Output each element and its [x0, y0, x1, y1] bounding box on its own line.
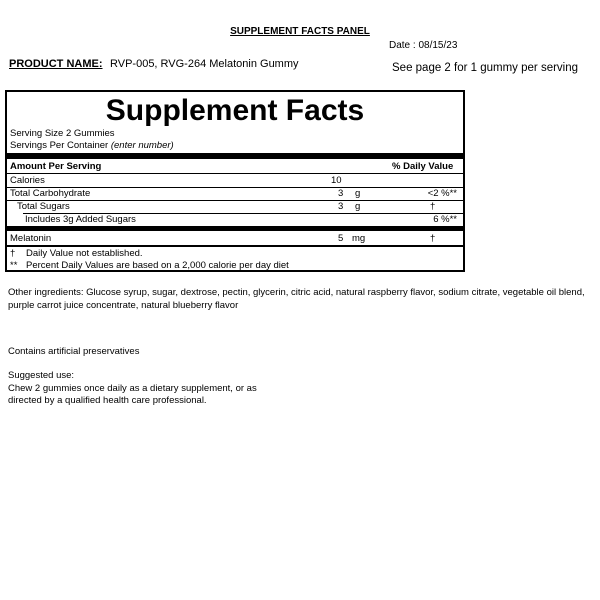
footnote-mark: ** [10, 260, 18, 271]
date-text: Date : 08/15/23 [389, 40, 458, 51]
servings-per-container [10, 140, 174, 151]
nutrient-dv: 6 %** [433, 214, 457, 225]
nutrient-name: Melatonin [10, 233, 52, 244]
divider [7, 245, 463, 247]
nutrient-amount: 10 [331, 175, 342, 186]
thick-divider [7, 153, 463, 159]
nutrient-amount: 3 [338, 201, 344, 212]
other-ingredients: Other ingredients: Glucose syrup, sugar, dextrose, pectin, glycerin, citric acid, natural raspberry flavor, sodium citrate, vegetable oil blend, purple carrot juice concentrate, natural blueberry flavor [8, 287, 585, 311]
nutrient-dv: † [430, 233, 436, 244]
servings-label: Servings Per Container [10, 140, 109, 151]
nutrient-name: Calories [10, 175, 45, 186]
nutrient-unit: g [355, 188, 361, 199]
see-page-note: See page 2 for 1 gummy per serving [392, 62, 579, 74]
directions-line-1: Chew 2 gummies once daily as a dietary supplement, or as [8, 383, 257, 394]
daily-value-header: % Daily Value [392, 161, 454, 172]
nutrient-amount: 5 [338, 233, 344, 244]
nutrient-name: Total Sugars [17, 201, 70, 212]
nutrient-unit: mg [352, 233, 366, 244]
footnote-mark: † [10, 248, 16, 259]
divider [7, 200, 463, 201]
nutrient-unit: g [355, 201, 361, 212]
preservatives-note: Contains artificial preservatives [8, 346, 140, 357]
serving-size: Serving Size 2 Gummies [10, 128, 115, 139]
product-name-label: PRODUCT NAME: [9, 58, 103, 70]
footnote-text: Daily Value not established. [26, 248, 143, 259]
suggested-use-label: Suggested use: [8, 370, 75, 381]
divider [7, 173, 463, 174]
nutrient-name: Total Carbohydrate [10, 188, 91, 199]
supplement-facts-panel [5, 90, 465, 272]
footnote-text: Percent Daily Values are based on a 2,000 calorie per day diet [26, 260, 289, 271]
nutrient-dv: <2 %** [427, 188, 457, 199]
nutrient-dv: † [430, 201, 436, 212]
nutrient-name: Includes 3g Added Sugars [25, 214, 136, 225]
directions-line-2: directed by a qualified health care professional. [8, 395, 207, 406]
servings-value: (enter number) [110, 140, 174, 151]
amount-per-serving-header: Amount Per Serving [10, 161, 102, 172]
nutrient-amount: 3 [338, 188, 344, 199]
supplement-facts-title: Supplement Facts [105, 94, 365, 127]
thick-divider [7, 226, 463, 231]
panel-header-title: SUPPLEMENT FACTS PANEL [230, 26, 370, 37]
product-name-value: RVP-005, RVG-264 Melatonin Gummy [110, 58, 299, 70]
